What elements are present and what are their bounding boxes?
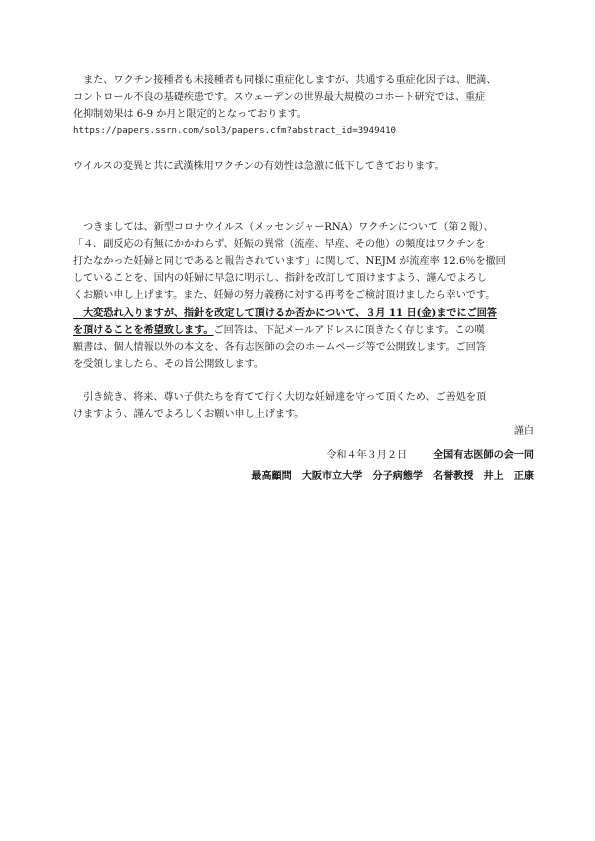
paragraph-request-guideline-revision: [73, 219, 533, 304]
date-organization-line: [326, 447, 534, 464]
text-line: コントロール不良の基礎疾患です。スウェーデンの世界最大規模のコホート研究では、重症: [73, 92, 486, 103]
reference-url[interactable]: https://papers.ssrn.com/sol3/papers.cfm?abstract_id=3949410: [73, 126, 397, 136]
document-date: 令和４年３月２日: [326, 450, 408, 461]
text-line: ウイルスの変異と共に武漢株用ワクチンの有効性は急激に低下してきております。: [73, 161, 445, 172]
paragraph-reply-deadline: [73, 305, 533, 373]
closing-salutation: 謹白: [513, 426, 534, 437]
signatory: 最高顧問 大阪市立大学 分子病態学 名誉教授 井上 正康: [251, 471, 534, 482]
text-line: [73, 322, 533, 339]
text-line: 打たなかった妊婦と同じであると報告されています」に関して、NEJM が流産率 12.6％を撤回: [73, 256, 506, 267]
text-line: 引き続き、将来、尊い子供たちを育てて行く大切な妊婦達を守って頂くため、ご善処を頂: [73, 392, 487, 403]
text-line: 「４．副反応の有無にかかわらず、妊娠の異常（流産、早産、その他）の頻度はワクチンを: [73, 239, 486, 250]
text-line: つきましては、新型コロナウイルス（メッセンジャーRNA）ワクチンについて（第２報）、: [73, 222, 494, 233]
text-span: ご回答は、下記メールアドレスに頂きたく存じます。この嘆: [213, 325, 485, 336]
text-line: くお願い申し上げます。また、妊婦の努力義務に対する再考をご検討頂けましたら幸いです。: [73, 290, 496, 301]
deadline-emphasis: 大変恐れ入りますが、指針を改定して頂けるか否かについて、３月 11 日(金)までにご回答: [73, 308, 497, 319]
text-line: また、ワクチン接種者も未接種者も同様に重症化しますが、共通する重症化因子は、肥満、: [73, 75, 497, 86]
paragraph-final-request: [73, 389, 533, 423]
deadline-emphasis: を頂けることを希望致します。: [73, 325, 214, 336]
text-line: 化抑制効果は 6-9 か月と限定的となっております。: [73, 109, 307, 120]
text-line: を受領しましたら、その旨公開致します。: [73, 359, 264, 370]
paragraph-severity-factors: [73, 72, 533, 140]
text-line: けますよう、謹んでよろしくお願い申し上げます。: [73, 409, 305, 420]
text-line: していることを、国内の妊婦に早急に明示し、指針を改訂して頂けますよう、謹んでよろし: [73, 273, 487, 284]
text-line: 願書は、個人情報以外の本文を、各有志医師の会のホームページ等で公開致します。ご回答: [73, 342, 486, 353]
organization-name: 全国有志医師の会一同: [433, 450, 534, 461]
paragraph-vaccine-efficacy: [73, 158, 533, 175]
